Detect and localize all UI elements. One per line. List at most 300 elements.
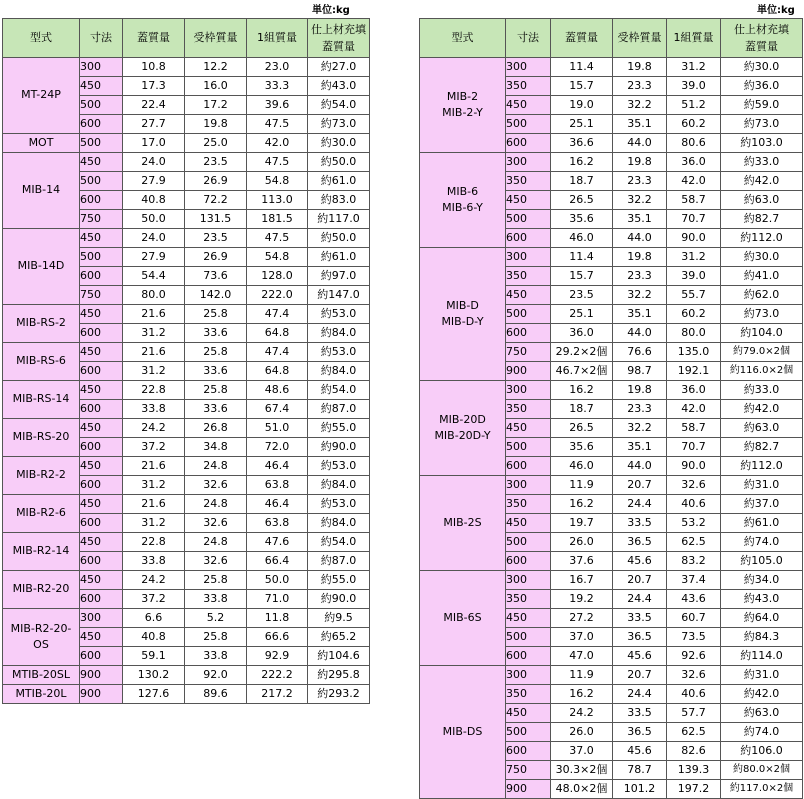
- filled-lid-weight-cell: 約112.0: [721, 457, 803, 476]
- frame-weight-cell: 26.8: [185, 419, 247, 438]
- dimension-cell: 300: [506, 476, 551, 495]
- filled-lid-weight-cell: 約62.0: [721, 286, 803, 305]
- set-weight-cell: 32.6: [667, 666, 721, 685]
- dimension-cell: 500: [506, 115, 551, 134]
- header-set-weight: 1組質量: [667, 19, 721, 58]
- lid-weight-cell: 15.7: [551, 267, 613, 286]
- set-weight-cell: 54.8: [247, 248, 308, 267]
- lid-weight-cell: 37.0: [551, 628, 613, 647]
- frame-weight-cell: 32.2: [613, 191, 667, 210]
- weight-table-right: [419, 18, 803, 799]
- lid-weight-cell: 22.8: [123, 533, 185, 552]
- filled-lid-weight-cell: 約50.0: [308, 229, 370, 248]
- filled-lid-weight-cell: 約104.6: [308, 647, 370, 666]
- dimension-cell: 450: [506, 704, 551, 723]
- dimension-cell: 600: [80, 647, 123, 666]
- filled-lid-weight-cell: 約97.0: [308, 267, 370, 286]
- model-name: MIB-R2-6: [16, 506, 66, 520]
- lid-weight-cell: 127.6: [123, 685, 185, 704]
- dimension-cell: 450: [80, 343, 123, 362]
- set-weight-cell: 60.2: [667, 305, 721, 324]
- frame-weight-cell: 19.8: [613, 381, 667, 400]
- dimension-cell: 450: [506, 286, 551, 305]
- lid-weight-cell: 21.6: [123, 305, 185, 324]
- filled-lid-weight-cell: 約43.0: [308, 77, 370, 96]
- frame-weight-cell: 19.8: [185, 115, 247, 134]
- lid-weight-cell: 31.2: [123, 514, 185, 533]
- model-cell: [3, 685, 80, 704]
- set-weight-cell: 47.4: [247, 305, 308, 324]
- dimension-cell: 450: [80, 381, 123, 400]
- dimension-cell: 900: [506, 780, 551, 799]
- header-filled-lid-weight: [721, 19, 803, 58]
- frame-weight-cell: 25.8: [185, 305, 247, 324]
- table-row: [3, 58, 370, 77]
- filled-lid-weight-cell: 約63.0: [721, 419, 803, 438]
- set-weight-cell: 128.0: [247, 267, 308, 286]
- filled-lid-weight-cell: 約50.0: [308, 153, 370, 172]
- lid-weight-cell: 18.7: [551, 400, 613, 419]
- header-model: 型式: [420, 19, 506, 58]
- model-name: MIB-14D: [17, 259, 65, 273]
- dimension-cell: 450: [80, 229, 123, 248]
- frame-weight-cell: 32.6: [185, 476, 247, 495]
- filled-lid-weight-cell: 約114.0: [721, 647, 803, 666]
- filled-lid-weight-cell: 約37.0: [721, 495, 803, 514]
- model-name: MTIB-20L: [15, 686, 67, 700]
- set-weight-cell: 72.0: [247, 438, 308, 457]
- model-cell: [3, 571, 80, 609]
- frame-weight-cell: 24.4: [613, 590, 667, 609]
- frame-weight-cell: 19.8: [613, 248, 667, 267]
- model-name: MIB-2: [446, 89, 479, 103]
- dimension-cell: 500: [506, 533, 551, 552]
- model-cell: [3, 381, 80, 419]
- set-weight-cell: 192.1: [667, 362, 721, 381]
- filled-lid-weight-cell: 約31.0: [721, 666, 803, 685]
- filled-lid-weight-cell: 約54.0: [308, 381, 370, 400]
- set-weight-cell: 70.7: [667, 438, 721, 457]
- dimension-cell: 300: [506, 666, 551, 685]
- lid-weight-cell: 24.0: [123, 153, 185, 172]
- lid-weight-cell: 46.0: [551, 457, 613, 476]
- dimension-cell: 500: [506, 210, 551, 229]
- model-name: MIB-D-Y: [441, 315, 484, 328]
- table-row: [3, 229, 370, 248]
- set-weight-cell: 47.5: [247, 153, 308, 172]
- table-header-row: [3, 19, 370, 58]
- frame-weight-cell: 12.2: [185, 58, 247, 77]
- frame-weight-cell: 33.6: [185, 324, 247, 343]
- frame-weight-cell: 24.4: [613, 495, 667, 514]
- set-weight-cell: 47.5: [247, 229, 308, 248]
- set-weight-cell: 57.7: [667, 704, 721, 723]
- dimension-cell: 500: [80, 172, 123, 191]
- table-header-row: [420, 19, 803, 58]
- frame-weight-cell: 36.5: [613, 533, 667, 552]
- lid-weight-cell: 26.5: [551, 191, 613, 210]
- frame-weight-cell: 32.2: [613, 96, 667, 115]
- set-weight-cell: 222.0: [247, 286, 308, 305]
- lid-weight-cell: 46.0: [551, 229, 613, 248]
- header-lid-weight: 蓋質量: [551, 19, 613, 58]
- dimension-cell: 500: [80, 96, 123, 115]
- lid-weight-cell: 35.6: [551, 210, 613, 229]
- filled-lid-weight-cell: 約82.7: [721, 210, 803, 229]
- frame-weight-cell: 76.6: [613, 343, 667, 362]
- filled-lid-weight-cell: 約84.0: [308, 324, 370, 343]
- header-frame-weight: 受枠質量: [185, 19, 247, 58]
- frame-weight-cell: 44.0: [613, 457, 667, 476]
- set-weight-cell: 55.7: [667, 286, 721, 305]
- frame-weight-cell: 20.7: [613, 571, 667, 590]
- dimension-cell: 300: [506, 381, 551, 400]
- model-cell: [3, 609, 80, 666]
- filled-lid-weight-cell: 約33.0: [721, 153, 803, 172]
- frame-weight-cell: 20.7: [613, 666, 667, 685]
- set-weight-cell: 83.2: [667, 552, 721, 571]
- filled-lid-weight-cell: 約33.0: [721, 381, 803, 400]
- dimension-cell: 450: [80, 457, 123, 476]
- set-weight-cell: 73.5: [667, 628, 721, 647]
- set-weight-cell: 43.6: [667, 590, 721, 609]
- model-name: MTIB-20SL: [11, 667, 71, 681]
- set-weight-cell: 60.7: [667, 609, 721, 628]
- dimension-cell: 900: [80, 666, 123, 685]
- frame-weight-cell: 72.2: [185, 191, 247, 210]
- model-cell: [3, 419, 80, 457]
- frame-weight-cell: 33.6: [185, 400, 247, 419]
- frame-weight-cell: 33.8: [185, 590, 247, 609]
- model-cell: [3, 58, 80, 134]
- filled-lid-weight-cell: 約53.0: [308, 343, 370, 362]
- lid-weight-cell: 18.7: [551, 172, 613, 191]
- filled-lid-weight-cell: 約61.0: [721, 514, 803, 533]
- set-weight-cell: 47.5: [247, 115, 308, 134]
- header-frame-weight: 受枠質量: [613, 19, 667, 58]
- lid-weight-cell: 33.8: [123, 400, 185, 419]
- lid-weight-cell: 22.8: [123, 381, 185, 400]
- frame-weight-cell: 44.0: [613, 134, 667, 153]
- frame-weight-cell: 45.6: [613, 647, 667, 666]
- frame-weight-cell: 36.5: [613, 723, 667, 742]
- filled-lid-weight-cell: 約82.7: [721, 438, 803, 457]
- set-weight-cell: 92.6: [667, 647, 721, 666]
- set-weight-cell: 37.4: [667, 571, 721, 590]
- lid-weight-cell: 11.4: [551, 248, 613, 267]
- filled-lid-weight-cell: 約73.0: [308, 115, 370, 134]
- frame-weight-cell: 24.8: [185, 457, 247, 476]
- header-set-weight: 1組質量: [247, 19, 308, 58]
- frame-weight-cell: 23.5: [185, 229, 247, 248]
- frame-weight-cell: 35.1: [613, 210, 667, 229]
- frame-weight-cell: 17.2: [185, 96, 247, 115]
- set-weight-cell: 33.3: [247, 77, 308, 96]
- frame-weight-cell: 45.6: [613, 552, 667, 571]
- header-lid-weight: 蓋質量: [123, 19, 185, 58]
- lid-weight-cell: 21.6: [123, 495, 185, 514]
- set-weight-cell: 217.2: [247, 685, 308, 704]
- frame-weight-cell: 33.8: [185, 647, 247, 666]
- set-weight-cell: 42.0: [247, 134, 308, 153]
- model-name: MIB-RS-2: [16, 316, 66, 330]
- set-weight-cell: 36.0: [667, 153, 721, 172]
- set-weight-cell: 64.8: [247, 324, 308, 343]
- table-row: [3, 685, 370, 704]
- filled-lid-weight-cell: 約105.0: [721, 552, 803, 571]
- unit-label: 単位:kg: [757, 5, 795, 16]
- frame-weight-cell: 32.6: [185, 552, 247, 571]
- model-name: MIB-R2-2: [16, 468, 66, 482]
- frame-weight-cell: 23.3: [613, 267, 667, 286]
- dimension-cell: 600: [506, 552, 551, 571]
- dimension-cell: 450: [80, 419, 123, 438]
- lid-weight-cell: 26.0: [551, 533, 613, 552]
- lid-weight-cell: 15.7: [551, 77, 613, 96]
- frame-weight-cell: 35.1: [613, 305, 667, 324]
- frame-weight-cell: 73.6: [185, 267, 247, 286]
- lid-weight-cell: 48.0×2個: [551, 780, 613, 799]
- filled-lid-weight-cell: 約64.0: [721, 609, 803, 628]
- model-name: OS: [33, 638, 49, 651]
- filled-lid-weight-cell: 約90.0: [308, 438, 370, 457]
- model-cell: [3, 305, 80, 343]
- lid-weight-cell: 19.7: [551, 514, 613, 533]
- frame-weight-cell: 35.1: [613, 115, 667, 134]
- frame-weight-cell: 32.2: [613, 286, 667, 305]
- dimension-cell: 450: [506, 191, 551, 210]
- table-row: [3, 343, 370, 362]
- table-row: [420, 571, 803, 590]
- set-weight-cell: 51.0: [247, 419, 308, 438]
- lid-weight-cell: 11.9: [551, 666, 613, 685]
- table-row: [3, 571, 370, 590]
- lid-weight-cell: 37.0: [551, 742, 613, 761]
- set-weight-cell: 58.7: [667, 419, 721, 438]
- filled-lid-weight-cell: 約117.0: [308, 210, 370, 229]
- table-row: [420, 666, 803, 685]
- lid-weight-cell: 16.7: [551, 571, 613, 590]
- set-weight-cell: 62.5: [667, 723, 721, 742]
- lid-weight-cell: 21.6: [123, 457, 185, 476]
- set-weight-cell: 53.2: [667, 514, 721, 533]
- filled-lid-weight-cell: 約63.0: [721, 704, 803, 723]
- dimension-cell: 350: [506, 77, 551, 96]
- lid-weight-cell: 23.5: [551, 286, 613, 305]
- lid-weight-cell: 16.2: [551, 153, 613, 172]
- model-name: MIB-D: [446, 298, 479, 312]
- dimension-cell: 300: [80, 58, 123, 77]
- header-dim: 寸法: [80, 19, 123, 58]
- filled-lid-weight-cell: 約54.0: [308, 533, 370, 552]
- filled-lid-weight-cell: 約90.0: [308, 590, 370, 609]
- set-weight-cell: 135.0: [667, 343, 721, 362]
- lid-weight-cell: 31.2: [123, 324, 185, 343]
- model-cell: [420, 58, 506, 153]
- lid-weight-cell: 10.8: [123, 58, 185, 77]
- model-cell: [3, 495, 80, 533]
- dimension-cell: 900: [80, 685, 123, 704]
- table-row: [3, 533, 370, 552]
- table-row: [3, 419, 370, 438]
- lid-weight-cell: 59.1: [123, 647, 185, 666]
- lid-weight-cell: 27.7: [123, 115, 185, 134]
- set-weight-cell: 47.6: [247, 533, 308, 552]
- dimension-cell: 600: [80, 552, 123, 571]
- filled-lid-weight-cell: 約73.0: [721, 115, 803, 134]
- dimension-cell: 500: [506, 305, 551, 324]
- frame-weight-cell: 23.3: [613, 400, 667, 419]
- frame-weight-cell: 34.8: [185, 438, 247, 457]
- dimension-cell: 350: [506, 495, 551, 514]
- lid-weight-cell: 16.2: [551, 685, 613, 704]
- set-weight-cell: 31.2: [667, 248, 721, 267]
- table-row: [3, 609, 370, 628]
- lid-weight-cell: 54.4: [123, 267, 185, 286]
- model-cell: [3, 343, 80, 381]
- filled-lid-weight-cell: 約87.0: [308, 400, 370, 419]
- lid-weight-cell: 22.4: [123, 96, 185, 115]
- set-weight-cell: 11.8: [247, 609, 308, 628]
- model-name: MIB-R2-20: [12, 582, 70, 596]
- dimension-cell: 500: [506, 723, 551, 742]
- filled-lid-weight-cell: 約42.0: [721, 400, 803, 419]
- filled-lid-weight-cell: 約103.0: [721, 134, 803, 153]
- set-weight-cell: 40.6: [667, 685, 721, 704]
- lid-weight-cell: 40.8: [123, 628, 185, 647]
- dimension-cell: 500: [506, 628, 551, 647]
- dimension-cell: 750: [506, 343, 551, 362]
- model-name: MIB-RS-14: [12, 392, 70, 406]
- model-name: MIB-2-Y: [442, 106, 483, 119]
- set-weight-cell: 42.0: [667, 400, 721, 419]
- model-cell: [420, 666, 506, 799]
- lid-weight-cell: 130.2: [123, 666, 185, 685]
- model-name: MIB-R2-20-: [10, 621, 72, 635]
- frame-weight-cell: 23.3: [613, 77, 667, 96]
- frame-weight-cell: 25.8: [185, 381, 247, 400]
- lid-weight-cell: 27.2: [551, 609, 613, 628]
- dimension-cell: 600: [80, 514, 123, 533]
- frame-weight-cell: 142.0: [185, 286, 247, 305]
- filled-lid-weight-cell: 約63.0: [721, 191, 803, 210]
- model-cell: [420, 571, 506, 666]
- set-weight-cell: 92.9: [247, 647, 308, 666]
- table-row: [3, 457, 370, 476]
- lid-weight-cell: 35.6: [551, 438, 613, 457]
- set-weight-cell: 32.6: [667, 476, 721, 495]
- model-cell: [420, 153, 506, 248]
- filled-lid-weight-cell: 約61.0: [308, 248, 370, 267]
- frame-weight-cell: 33.6: [185, 362, 247, 381]
- set-weight-cell: 222.2: [247, 666, 308, 685]
- lid-weight-cell: 29.2×2個: [551, 343, 613, 362]
- set-weight-cell: 40.6: [667, 495, 721, 514]
- table-row: [420, 153, 803, 172]
- filled-lid-weight-cell: 約30.0: [721, 58, 803, 77]
- filled-lid-weight-cell: 約55.0: [308, 571, 370, 590]
- header-model: 型式: [3, 19, 80, 58]
- frame-weight-cell: 19.8: [613, 58, 667, 77]
- lid-weight-cell: 6.6: [123, 609, 185, 628]
- dimension-cell: 450: [80, 305, 123, 324]
- lid-weight-cell: 47.0: [551, 647, 613, 666]
- header-fill-line1: 仕上材充填: [734, 22, 789, 36]
- model-name: MT-24P: [21, 88, 61, 102]
- dimension-cell: 450: [80, 533, 123, 552]
- dimension-cell: 300: [506, 58, 551, 77]
- frame-weight-cell: 36.5: [613, 628, 667, 647]
- dimension-cell: 350: [506, 590, 551, 609]
- filled-lid-weight-cell: 約84.0: [308, 514, 370, 533]
- lid-weight-cell: 24.2: [123, 571, 185, 590]
- dimension-cell: 750: [80, 286, 123, 305]
- frame-weight-cell: 78.7: [613, 761, 667, 780]
- model-cell: [3, 229, 80, 305]
- frame-weight-cell: 131.5: [185, 210, 247, 229]
- frame-weight-cell: 92.0: [185, 666, 247, 685]
- dimension-cell: 600: [506, 229, 551, 248]
- dimension-cell: 450: [506, 419, 551, 438]
- set-weight-cell: 197.2: [667, 780, 721, 799]
- table-row: [420, 248, 803, 267]
- table-row: [3, 134, 370, 153]
- table-row: [3, 381, 370, 400]
- model-cell: [3, 666, 80, 685]
- lid-weight-cell: 24.2: [123, 419, 185, 438]
- table-row: [420, 58, 803, 77]
- dimension-cell: 300: [80, 609, 123, 628]
- lid-weight-cell: 37.6: [551, 552, 613, 571]
- lid-weight-cell: 19.0: [551, 96, 613, 115]
- lid-weight-cell: 11.4: [551, 58, 613, 77]
- lid-weight-cell: 24.0: [123, 229, 185, 248]
- filled-lid-weight-cell: 約61.0: [308, 172, 370, 191]
- dimension-cell: 600: [506, 742, 551, 761]
- filled-lid-weight-cell: 約55.0: [308, 419, 370, 438]
- frame-weight-cell: 33.5: [613, 609, 667, 628]
- unit-label: 単位:kg: [312, 5, 350, 16]
- filled-lid-weight-cell: 約42.0: [721, 685, 803, 704]
- dimension-cell: 350: [506, 172, 551, 191]
- filled-lid-weight-cell: 約9.5: [308, 609, 370, 628]
- model-cell: [420, 476, 506, 571]
- model-name: MIB-6: [446, 184, 479, 198]
- filled-lid-weight-cell: 約79.0×2個: [721, 343, 803, 362]
- filled-lid-weight-cell: 約31.0: [721, 476, 803, 495]
- weight-table-left: [2, 18, 370, 704]
- lid-weight-cell: 36.6: [551, 134, 613, 153]
- lid-weight-cell: 25.1: [551, 115, 613, 134]
- filled-lid-weight-cell: 約42.0: [721, 172, 803, 191]
- dimension-cell: 450: [80, 495, 123, 514]
- set-weight-cell: 39.0: [667, 77, 721, 96]
- set-weight-cell: 51.2: [667, 96, 721, 115]
- dimension-cell: 500: [80, 248, 123, 267]
- frame-weight-cell: 44.0: [613, 324, 667, 343]
- set-weight-cell: 46.4: [247, 457, 308, 476]
- lid-weight-cell: 19.2: [551, 590, 613, 609]
- lid-weight-cell: 24.2: [551, 704, 613, 723]
- filled-lid-weight-cell: 約53.0: [308, 457, 370, 476]
- set-weight-cell: 46.4: [247, 495, 308, 514]
- lid-weight-cell: 33.8: [123, 552, 185, 571]
- dimension-cell: 300: [506, 153, 551, 172]
- dimension-cell: 350: [506, 400, 551, 419]
- dimension-cell: 900: [506, 362, 551, 381]
- table-row: [420, 476, 803, 495]
- filled-lid-weight-cell: 約84.3: [721, 628, 803, 647]
